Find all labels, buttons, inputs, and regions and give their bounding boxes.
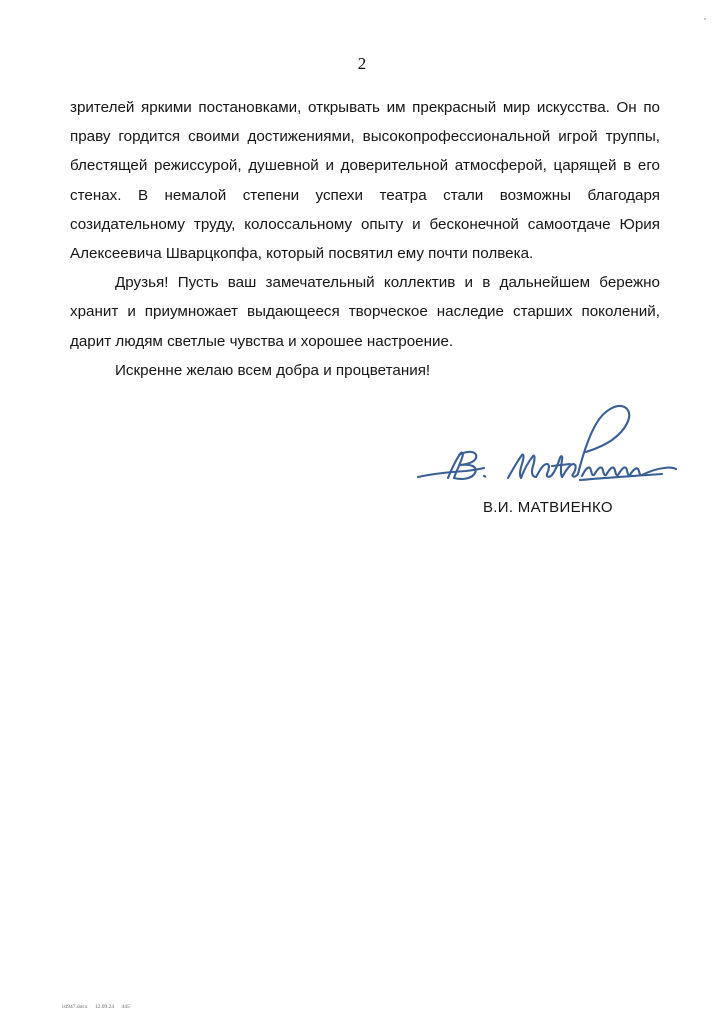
footer-date: 12.09.24 [94, 1004, 115, 1010]
scan-speck [704, 18, 706, 20]
footer-file: ist947.docx [62, 1004, 88, 1010]
page-number: 2 [357, 54, 367, 73]
paragraph-closing: Искренне желаю всем добра и процветания! [115, 361, 431, 379]
footer-code: 445 [121, 1004, 130, 1010]
signatory-name: В.И. МАТВИЕНКО [483, 499, 613, 516]
paragraph-wishes: Друзья! Пусть ваш замечательный коллектив и в дальнейшем бережно хранит и приумножает выдающееся творческое наследие старших поколений, дарит людям светлые чувства и хорошее настроение. [70, 274, 660, 350]
letter-body [70, 93, 660, 385]
document-footer-code [62, 1003, 136, 1011]
handwritten-signature-icon [412, 398, 682, 498]
paragraph-continuation: зрителей яркими постановками, открывать им прекрасный мир искусства. Он по праву гордится своими достижениями, высокопрофессиональной игрой труппы, блестящей режиссурой, душевной и доверительной атмосферой, царящей в его стенах. В немалой степени успехи театра стали возможны благодаря созидательному труду, колоссальному опыту и бесконечной самоотдаче Юрия Алексеевича Шварцкопфа, который посвятил ему почти полвека. [70, 99, 660, 263]
